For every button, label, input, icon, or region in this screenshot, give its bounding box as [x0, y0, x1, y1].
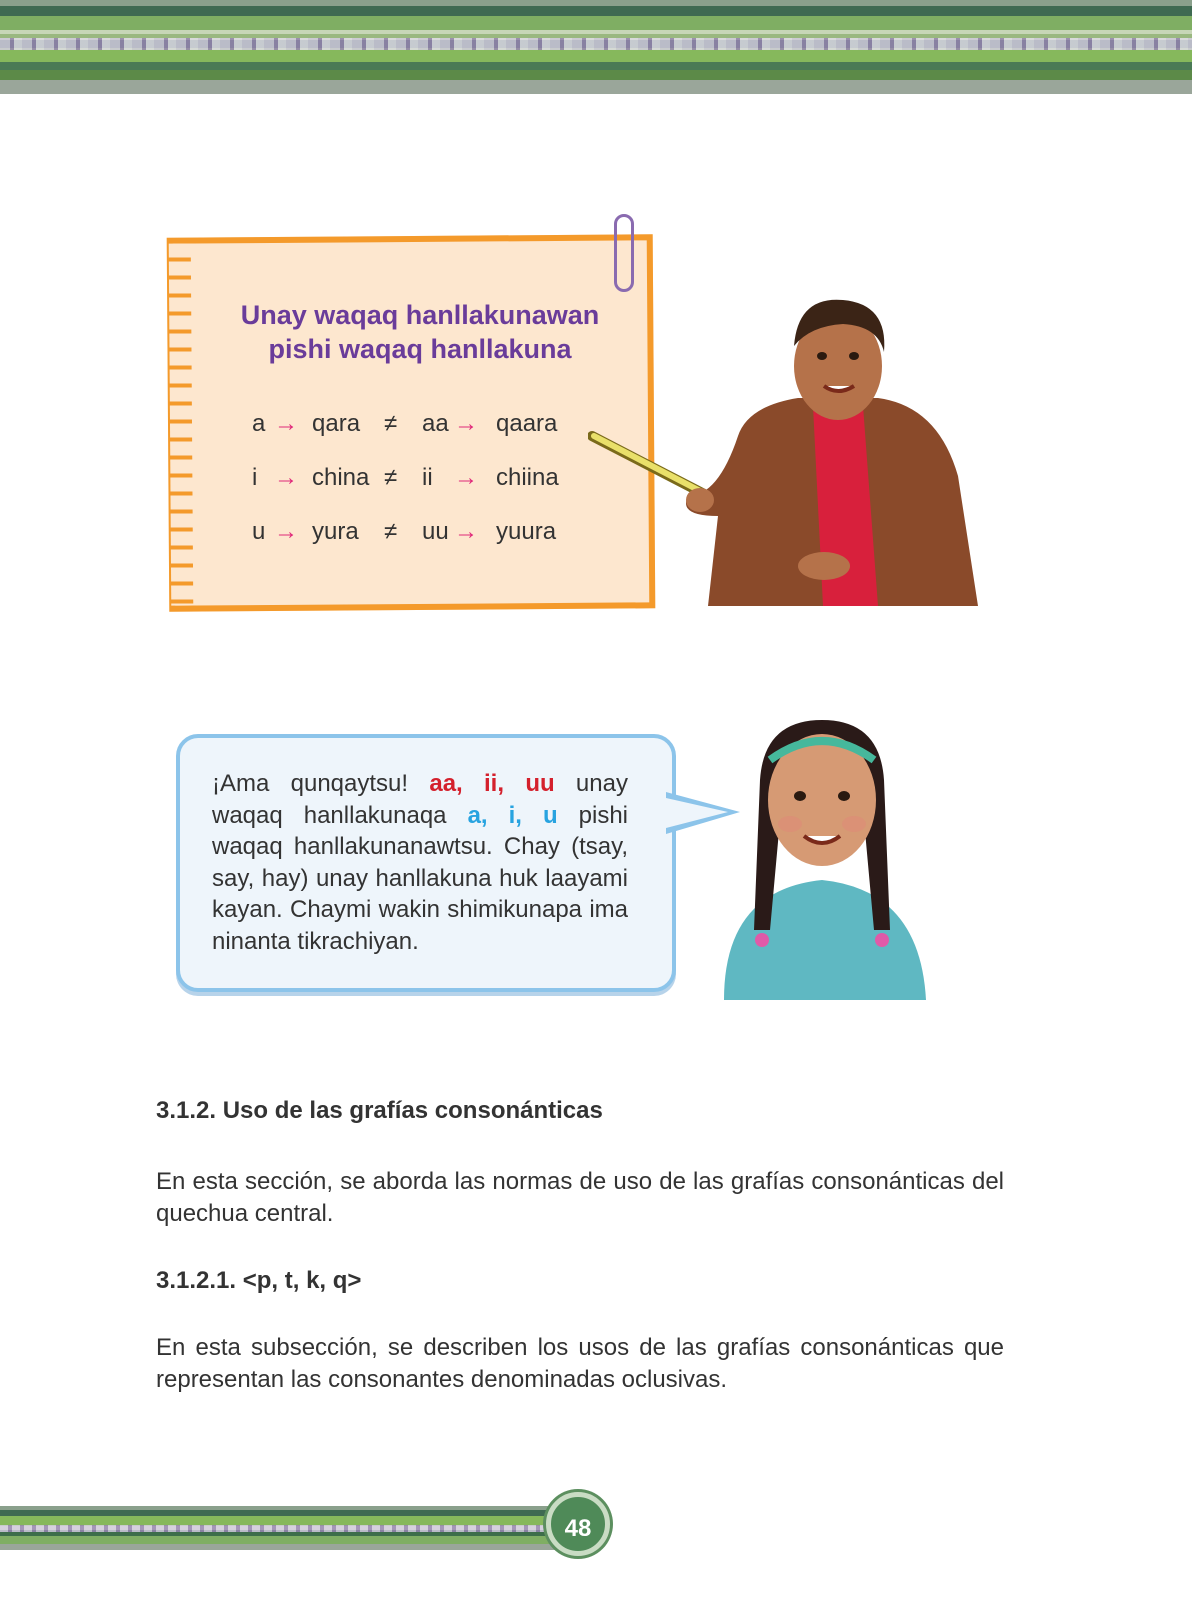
arrow-icon: → — [454, 518, 478, 545]
subsection-paragraph: En esta subsección, se describen los usos de las grafías consonánticas que representan las consonantes denominadas oclusivas. — [156, 1334, 1004, 1393]
arrow-icon: → — [274, 518, 298, 545]
not-equal-icon: ≠ — [384, 464, 398, 491]
girl-illustration — [704, 700, 940, 1000]
subsection-heading: 3.1.2.1. <p, t, k, q> — [156, 1267, 362, 1294]
not-equal-icon: ≠ — [384, 518, 398, 545]
vowel-pair-row: a → qara ≠ aa → qaara — [252, 410, 558, 437]
section-paragraph: En esta sección, se aborda las normas de uso de las grafías consonánticas del quechua central. — [156, 1168, 1004, 1227]
not-equal-icon: ≠ — [384, 410, 398, 437]
teacher-illustration — [588, 286, 984, 606]
arrow-icon: → — [274, 410, 298, 437]
header-decorative-band — [0, 0, 1192, 94]
arrow-icon: → — [454, 464, 478, 491]
vowel-pair-row: i → china ≠ ii → chiina — [252, 464, 559, 491]
long-vowels-highlight: aa, ii, uu — [429, 770, 555, 797]
vowel-pairs — [250, 410, 630, 572]
vowel-pair-row: u → yura ≠ uu → yuura — [252, 518, 557, 545]
speech-bubble-text: ¡Ama qunqaytsu! aa, ii, uu unay waqaq hanllakunaqa a, i, u pishi waqaq hanllakunanawtsu. Chay (tsay, say, hay) unay hanllakuna huk laayami kayan. Chaymi wakin shimikunapa ima ninanta tikrachiyan. — [212, 770, 629, 955]
section-heading: 3.1.2. Uso de las grafías consonánticas — [156, 1097, 603, 1124]
paperclip-icon — [614, 214, 634, 292]
short-vowels-highlight: a, i, u — [467, 801, 558, 829]
note-title: Unay waqaq hanllakunawan pishi waqaq hanllakuna — [240, 300, 600, 364]
footer-decorative-band — [0, 1506, 560, 1550]
arrow-icon: → — [454, 410, 478, 437]
page-number: 48 — [546, 1492, 610, 1556]
arrow-icon: → — [274, 464, 298, 491]
